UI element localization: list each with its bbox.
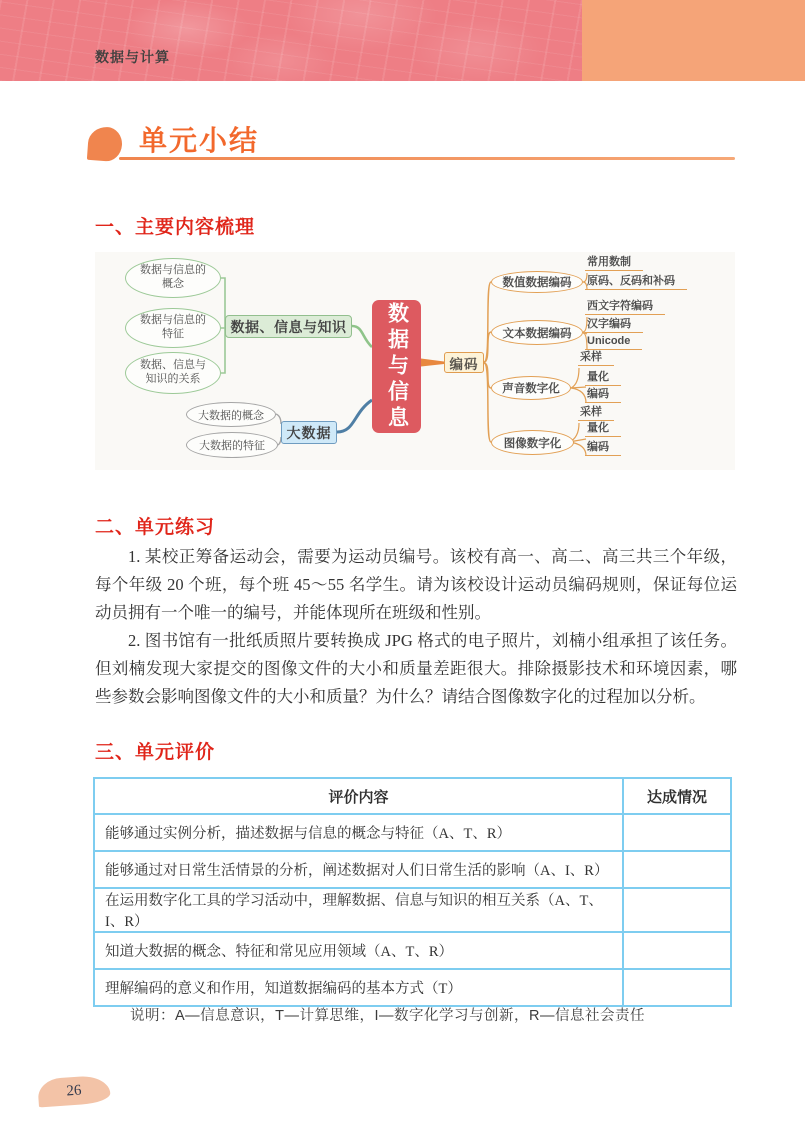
header-banner-pink [0, 0, 582, 81]
mindmap-leaf-item: 采样 [578, 350, 614, 366]
evaluation-header-status: 达成情况 [623, 778, 731, 814]
table-row [94, 969, 731, 1006]
mindmap-leaf-item: 汉字编码 [585, 317, 643, 333]
mindmap-ellipse-text-coding: 文本数据编码 [491, 320, 583, 345]
page-number: 26 [65, 1081, 83, 1100]
mindmap-leaf-item: 编码 [585, 440, 621, 456]
page-title: 单元小结 [139, 125, 260, 156]
page-number-leaf [37, 1075, 111, 1108]
header-banner-orange-block [582, 0, 805, 81]
mindmap-node-bigdata: 大数据 [281, 421, 337, 444]
mindmap-ellipse-bigdata-feature [186, 432, 278, 458]
leaf-icon [87, 126, 123, 162]
evaluation-row-blank [623, 932, 731, 969]
table-row [94, 932, 731, 969]
mindmap-ellipse-image-digitize: 图像数字化 [491, 430, 574, 455]
mindmap-label: 数据与信息的概念 [140, 264, 206, 290]
mindmap-label: 大数据的概念 [198, 409, 264, 422]
mindmap-node-coding: 编码 [444, 352, 484, 373]
mindmap-leaf-item: 常用数制 [585, 255, 643, 271]
exercise-item-2: 2. 图书馆有一批纸质照片要转换成 JPG 格式的电子照片，刘楠小组承担了该任务。但刘楠发现大家提交的图像文件的大小和质量差距很大。排除摄影技术和环境因素，哪些参数会影响图像文件的大小和质量？为什么？请结合图像数字化的过程加以分析。 [95, 631, 737, 706]
title-underline [119, 157, 735, 160]
exercise-list [95, 543, 737, 711]
evaluation-row-blank [623, 969, 731, 1006]
mindmap-leaf-item: Unicode [585, 334, 642, 350]
mindmap-leaf-item: 原码、反码和补码 [585, 274, 687, 290]
mindmap-label: 大数据的特征 [199, 440, 265, 452]
evaluation-row-text: 能够通过实例分析，描述数据与信息的概念与特征（A、T、R） [94, 814, 623, 851]
mindmap-ellipse-relation [125, 352, 221, 394]
mindmap-label: 数据、信息与知识的关系 [140, 359, 206, 385]
mindmap-ellipse-feature [125, 308, 221, 348]
mindmap-ellipse-bigdata-concept [186, 402, 276, 427]
section1-heading: 一、主要内容梳理 [95, 217, 256, 238]
evaluation-row-text: 知道大数据的概念、特征和常见应用领域（A、T、R） [94, 932, 623, 969]
evaluation-table [93, 777, 732, 1007]
evaluation-row-text: 能够通过对日常生活情景的分析，阐述数据对人们日常生活的影响（A、I、R） [94, 851, 623, 888]
evaluation-header-content: 评价内容 [94, 778, 623, 814]
table-row [94, 814, 731, 851]
mindmap-leaf-item: 编码 [585, 387, 621, 403]
connector-blue-curve [337, 400, 372, 432]
mindmap-node-root: 数据与信息 [372, 300, 421, 433]
exercise-item-1: 1. 某校正筹备运动会，需要为运动员编号。该校有高一、高二、高三共三个年级，每个年级 20 个班，每个班 45～55 名学生。请为该校设计运动员编码规则，保证每位运动员拥有一个唯一的编号，并能体现所在班级和性别。 [95, 547, 737, 622]
mindmap-leaf-item: 量化 [585, 370, 621, 386]
evaluation-header-row [94, 778, 731, 814]
mindmap-ellipse-sound-digitize: 声音数字化 [491, 376, 571, 400]
section3-heading: 三、单元评价 [95, 742, 216, 763]
mindmap-ellipse-concept [125, 258, 221, 298]
mindmap-label: 数据与信息的特征 [140, 314, 206, 340]
evaluation-row-blank [623, 851, 731, 888]
mindmap-leaf-item: 量化 [585, 421, 621, 437]
mindmap-leaf-item: 西文字符编码 [585, 299, 665, 315]
evaluation-row-text: 理解编码的意义和作用，知道数据编码的基本方式（T） [94, 969, 623, 1006]
connector-branch-4 [484, 363, 491, 442]
connector-leaves-3 [571, 368, 586, 403]
table-row [94, 888, 731, 932]
chapter-label: 数据与计算 [95, 49, 170, 65]
mindmap-ellipse-numeric-coding: 数值数据编码 [491, 271, 583, 293]
evaluation-note: 说明：A—信息意识，T—计算思维，I—数字化学习与创新，R—信息社会责任 [130, 1008, 646, 1024]
mindmap-leaf-item: 采样 [578, 405, 614, 421]
evaluation-row-blank [623, 814, 731, 851]
evaluation-row-blank [623, 888, 731, 932]
mindmap-diagram [95, 252, 735, 470]
table-row [94, 851, 731, 888]
evaluation-row-text: 在运用数字化工具的学习活动中，理解数据、信息与知识的相互关系（A、T、I、R） [94, 888, 623, 932]
connector-orange-wedge [421, 359, 444, 367]
mindmap-node-knowledge: 数据、信息与知识 [225, 315, 352, 338]
section2-heading: 二、单元练习 [95, 517, 216, 538]
connector-green-curve [352, 326, 372, 347]
